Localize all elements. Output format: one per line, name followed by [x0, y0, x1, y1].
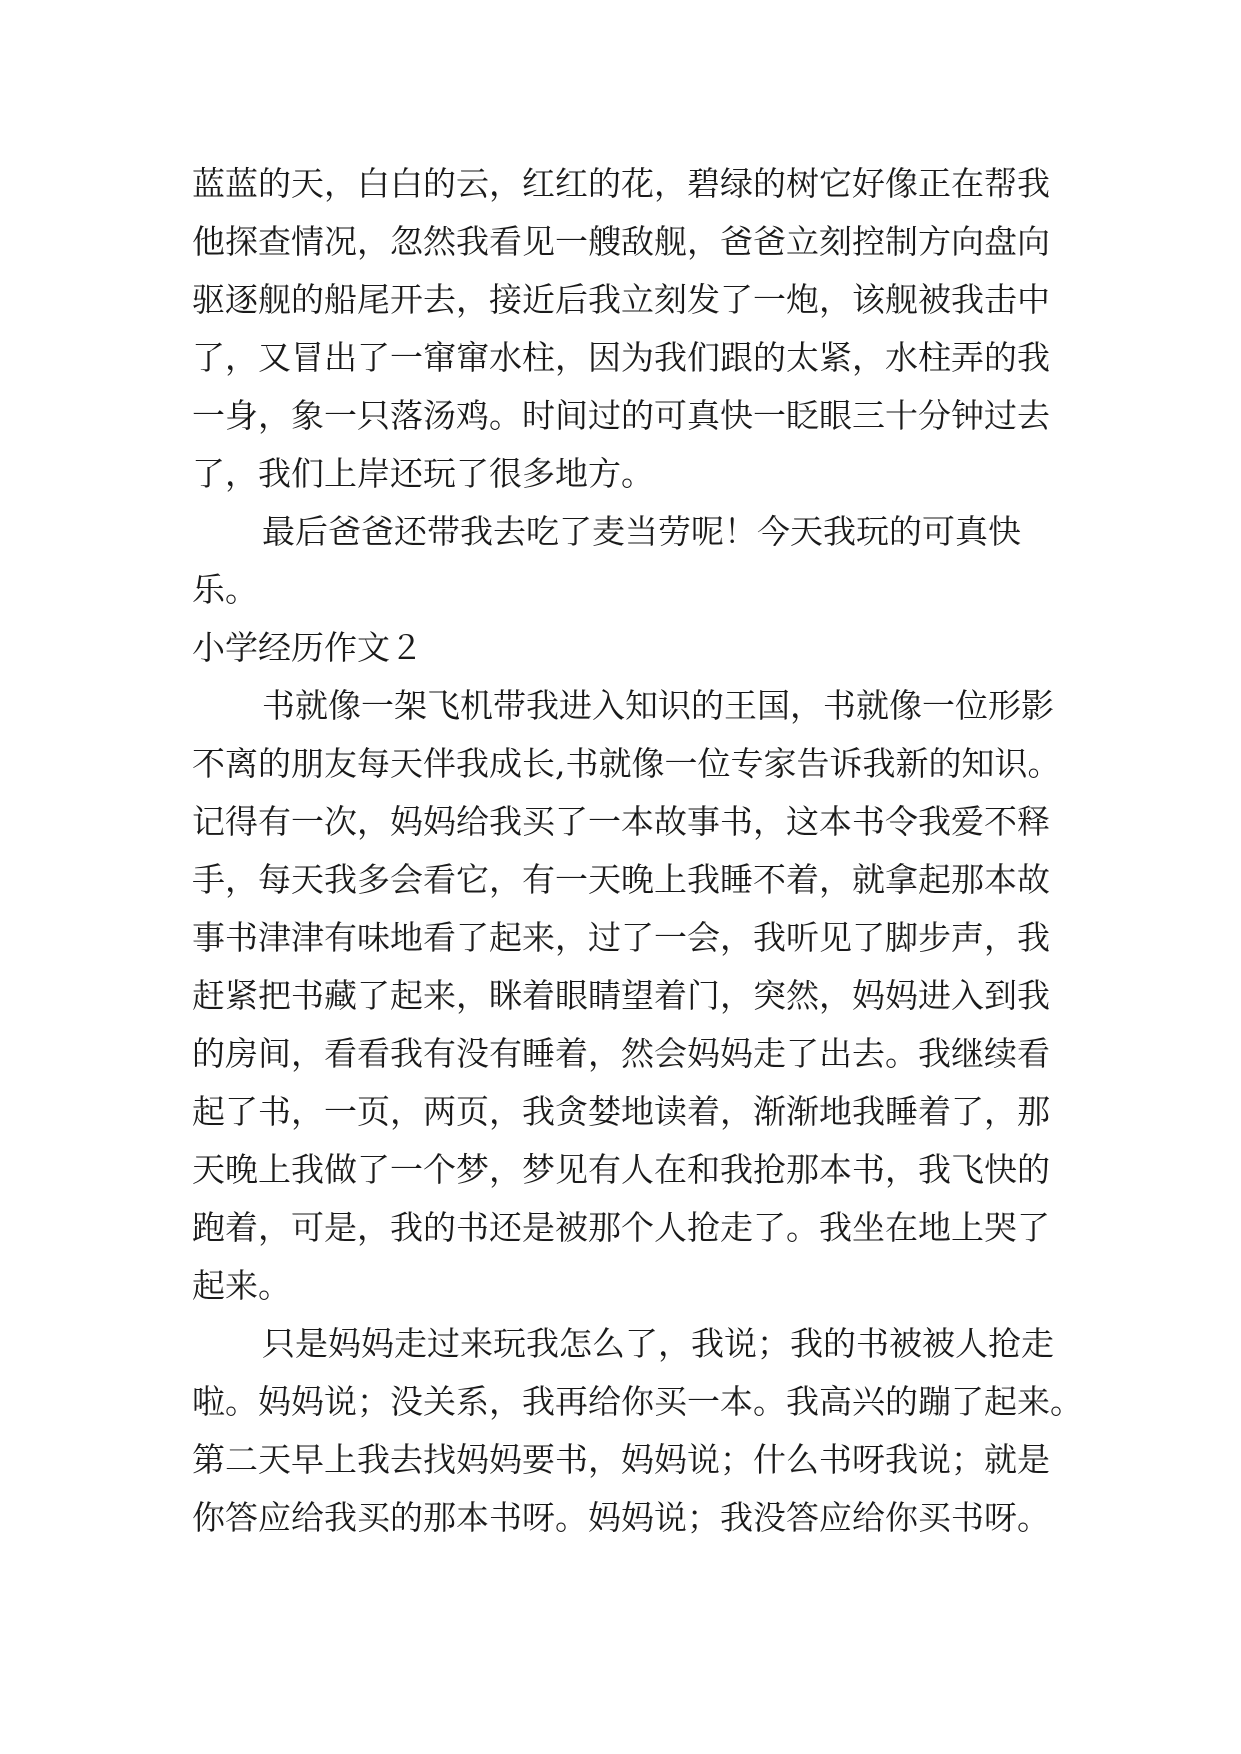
paragraph-line: 他探查情况，忽然我看见一艘敌舰，爸爸立刻控制方向盘向: [192, 222, 1050, 261]
paragraph-line: 了，又冒出了一窜窜水柱，因为我们跟的太紧，水柱弄的我: [192, 338, 1050, 377]
paragraph-line: 天晚上我做了一个梦，梦见有人在和我抢那本书，我飞快的: [192, 1150, 1050, 1189]
section-heading: 小学经历作文２: [192, 628, 423, 667]
paragraph-line: 不离的朋友每天伴我成长,书就像一位专家告诉我新的知识。: [192, 744, 1061, 783]
paragraph-line: 啦。妈妈说；没关系，我再给你买一本。我高兴的蹦了起来。: [192, 1382, 1083, 1421]
paragraph-first-line: 最后爸爸还带我去吃了麦当劳呢！今天我玩的可真快: [262, 512, 1021, 551]
paragraph-first-line: 书就像一架飞机带我进入知识的王国，书就像一位形影: [262, 686, 1054, 725]
paragraph-line: 起来。: [192, 1266, 291, 1305]
paragraph-line: 手，每天我多会看它，有一天晚上我睡不着，就拿起那本故: [192, 860, 1050, 899]
paragraph-first-line: 只是妈妈走过来玩我怎么了，我说；我的书被被人抢走: [262, 1324, 1054, 1363]
paragraph-line: 赶紧把书藏了起来，眯着眼睛望着门，突然，妈妈进入到我: [192, 976, 1050, 1015]
paragraph-line: 一身，象一只落汤鸡。时间过的可真快一眨眼三十分钟过去: [192, 396, 1050, 435]
paragraph-line: 事书津津有味地看了起来，过了一会，我听见了脚步声，我: [192, 918, 1050, 957]
paragraph-line: 乐。: [192, 570, 258, 609]
paragraph-line: 起了书，一页，两页，我贪婪地读着，渐渐地我睡着了，那: [192, 1092, 1050, 1131]
paragraph-line: 跑着，可是，我的书还是被那个人抢走了。我坐在地上哭了: [192, 1208, 1050, 1247]
paragraph-line: 你答应给我买的那本书呀。妈妈说；我没答应给你买书呀。: [192, 1498, 1050, 1537]
paragraph-line: 蓝蓝的天，白白的云，红红的花，碧绿的树它好像正在帮我: [192, 164, 1050, 203]
paragraph-line: 记得有一次，妈妈给我买了一本故事书，这本书令我爱不释: [192, 802, 1050, 841]
paragraph-line: 驱逐舰的船尾开去，接近后我立刻发了一炮，该舰被我击中: [192, 280, 1050, 319]
paragraph-line: 了，我们上岸还玩了很多地方。: [192, 454, 654, 493]
paragraph-line: 第二天早上我去找妈妈要书，妈妈说；什么书呀我说；就是: [192, 1440, 1050, 1479]
paragraph-line: 的房间，看看我有没有睡着，然会妈妈走了出去。我继续看: [192, 1034, 1050, 1073]
